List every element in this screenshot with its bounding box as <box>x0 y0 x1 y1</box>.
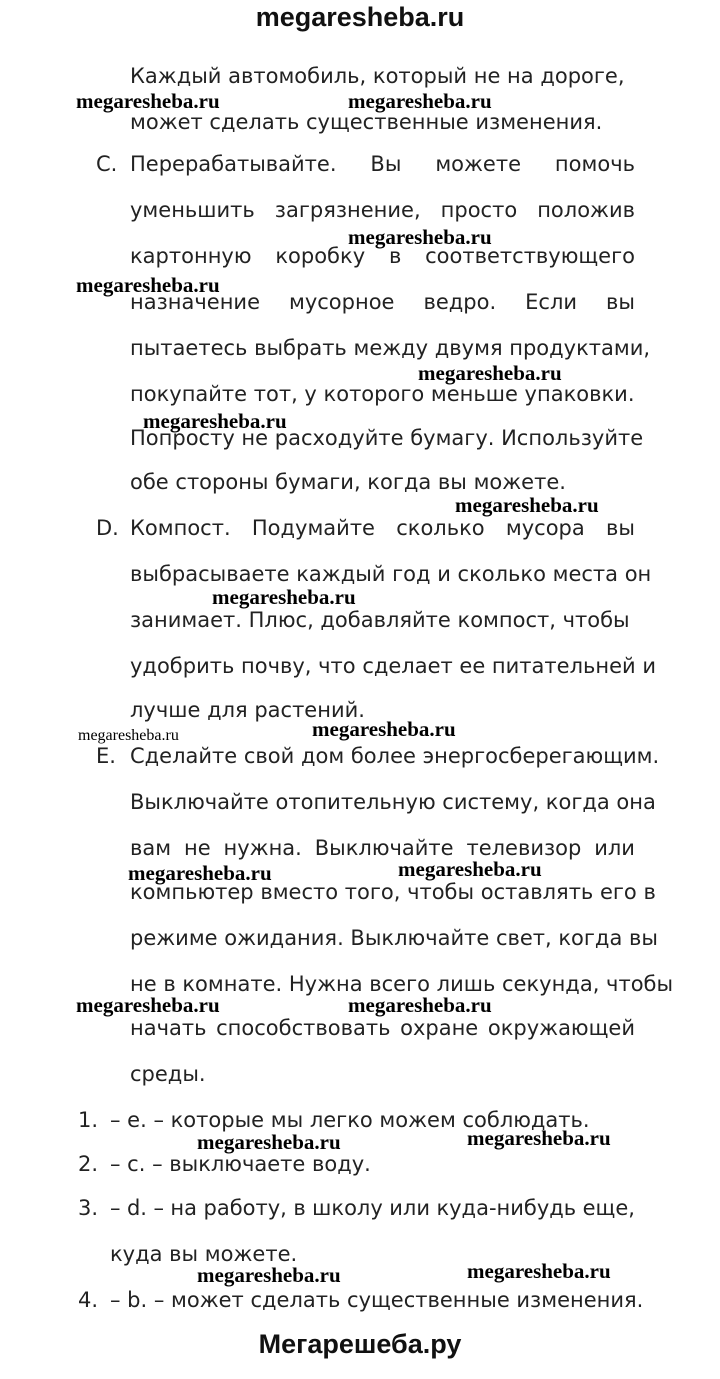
section-e-line-1: Сделайте свой дом более энергосберегающим. <box>130 744 660 768</box>
watermark: megaresheba.ru <box>418 361 562 385</box>
word: Компост. <box>130 516 231 540</box>
word: просто <box>440 198 518 222</box>
section-c-line-1 <box>130 150 635 178</box>
word: работу, <box>203 1196 287 1220</box>
word: вы <box>606 290 635 314</box>
section-e-line-4: компьютер вместо того, чтобы оставлять его в <box>130 880 656 904</box>
word: Если <box>525 290 578 314</box>
watermark: megaresheba.ru <box>467 1126 611 1150</box>
word: – <box>110 1196 121 1220</box>
watermark: megaresheba.ru <box>197 1130 341 1154</box>
section-e-line-5: режиме ожидания. Выключайте свет, когда вы <box>130 926 658 950</box>
word: телевизор <box>466 836 582 860</box>
watermark: megaresheba.ru <box>348 89 492 113</box>
answer-2-num: 2. <box>78 1152 99 1176</box>
section-c-label: C. <box>96 152 118 176</box>
word: картонную <box>130 244 252 268</box>
watermark: megaresheba.ru <box>348 993 492 1017</box>
section-e-line-2: Выключайте отопительную систему, когда она <box>130 790 656 814</box>
watermark: megaresheba.ru <box>76 89 220 113</box>
section-c-line-5: пытаетесь выбрать между двумя продуктами, <box>130 336 651 360</box>
word: d. <box>126 1196 147 1220</box>
word: Вы <box>370 152 402 176</box>
section-e-line-3 <box>130 834 635 862</box>
word: можете <box>435 152 522 176</box>
word: вам <box>130 836 172 860</box>
word: мусора <box>505 516 585 540</box>
section-d-line-2: выбрасываете каждый год и сколько места он <box>130 562 652 586</box>
answer-4-num: 4. <box>78 1288 99 1312</box>
word: Подумайте <box>251 516 375 540</box>
word: окружающей <box>487 1016 635 1040</box>
watermark: megaresheba.ru <box>128 861 272 885</box>
word: сколько <box>396 516 485 540</box>
word: в <box>388 244 402 268</box>
watermark: megaresheba.ru <box>467 1259 611 1283</box>
word: положив <box>537 198 635 222</box>
watermark: megaresheba.ru <box>197 1263 341 1287</box>
answer-4-text: – b. – может сделать существенные изменения. <box>110 1288 644 1312</box>
section-c-line-8: обе стороны бумаги, когда вы можете. <box>130 470 566 494</box>
word: куда-нибудь <box>436 1196 577 1220</box>
watermark: megaresheba.ru <box>143 409 287 433</box>
word: мусорное <box>288 290 395 314</box>
word: способствовать <box>216 1016 391 1040</box>
word: помочь <box>554 152 635 176</box>
section-c-line-6: покупайте тот, у которого меньше упаковки. <box>130 382 635 406</box>
word: Перерабатывайте. <box>130 152 337 176</box>
answer-1-num: 1. <box>78 1108 99 1132</box>
word: охране <box>400 1016 479 1040</box>
section-e-line-7 <box>130 1014 635 1042</box>
word: не <box>183 836 211 860</box>
word: еще, <box>582 1196 635 1220</box>
section-d-line-1 <box>130 514 635 542</box>
section-d-line-5: лучше для растений. <box>130 698 365 722</box>
watermark: megaresheba.ru <box>212 585 356 609</box>
word: нужна. <box>223 836 302 860</box>
watermark: megaresheba.ru <box>76 273 220 297</box>
intro-line-1: Каждый автомобиль, который не на дороге, <box>130 64 625 88</box>
watermark: megaresheba.ru <box>348 225 492 249</box>
word: загрязнение, <box>274 198 421 222</box>
word: начать <box>130 1016 207 1040</box>
word: Выключайте <box>314 836 454 860</box>
intro-line-2: может сделать существенные изменения. <box>130 110 603 134</box>
word: назначение <box>130 290 260 314</box>
watermark: megaresheba.ru <box>312 717 456 741</box>
section-c-line-7: Попросту не расходуйте бумагу. Используйте <box>130 426 644 450</box>
section-e-line-6: не в комнате. Нужна всего лишь секунда, чтобы <box>130 972 674 996</box>
word: на <box>170 1196 198 1220</box>
section-d-line-3: занимает. Плюс, добавляйте компост, чтобы <box>130 608 630 632</box>
watermark: megaresheba.ru <box>76 993 220 1017</box>
site-header: megaresheba.ru <box>255 2 465 32</box>
word: в <box>293 1196 306 1220</box>
word: уменьшить <box>130 198 255 222</box>
word: школу <box>312 1196 383 1220</box>
section-e-line-8: среды. <box>130 1062 206 1086</box>
watermark: megaresheba.ru <box>398 857 542 881</box>
word: соответствующего <box>425 244 635 268</box>
word: коробку <box>275 244 366 268</box>
word: вы <box>605 516 635 540</box>
watermark-small: megaresheba.ru <box>78 727 179 744</box>
word: ведро. <box>423 290 497 314</box>
word: или <box>594 836 635 860</box>
answer-2-text: – c. – выключаете воду. <box>110 1152 371 1176</box>
section-e-label: E. <box>96 744 116 768</box>
word: или <box>389 1196 430 1220</box>
section-c-line-2 <box>130 196 635 224</box>
answer-3-text-cont: куда вы можете. <box>110 1242 298 1266</box>
watermark: megaresheba.ru <box>455 493 599 517</box>
answer-3-text <box>110 1194 635 1222</box>
section-d-label: D. <box>96 516 119 540</box>
answer-3-num: 3. <box>78 1196 99 1220</box>
answer-1-text: – e. – которые мы легко можем соблюдать. <box>110 1108 590 1132</box>
word: – <box>153 1196 164 1220</box>
section-d-line-4: удобрить почву, что сделает ее питательней и <box>130 654 656 678</box>
site-footer: Мегарешеба.ру <box>258 1329 462 1359</box>
